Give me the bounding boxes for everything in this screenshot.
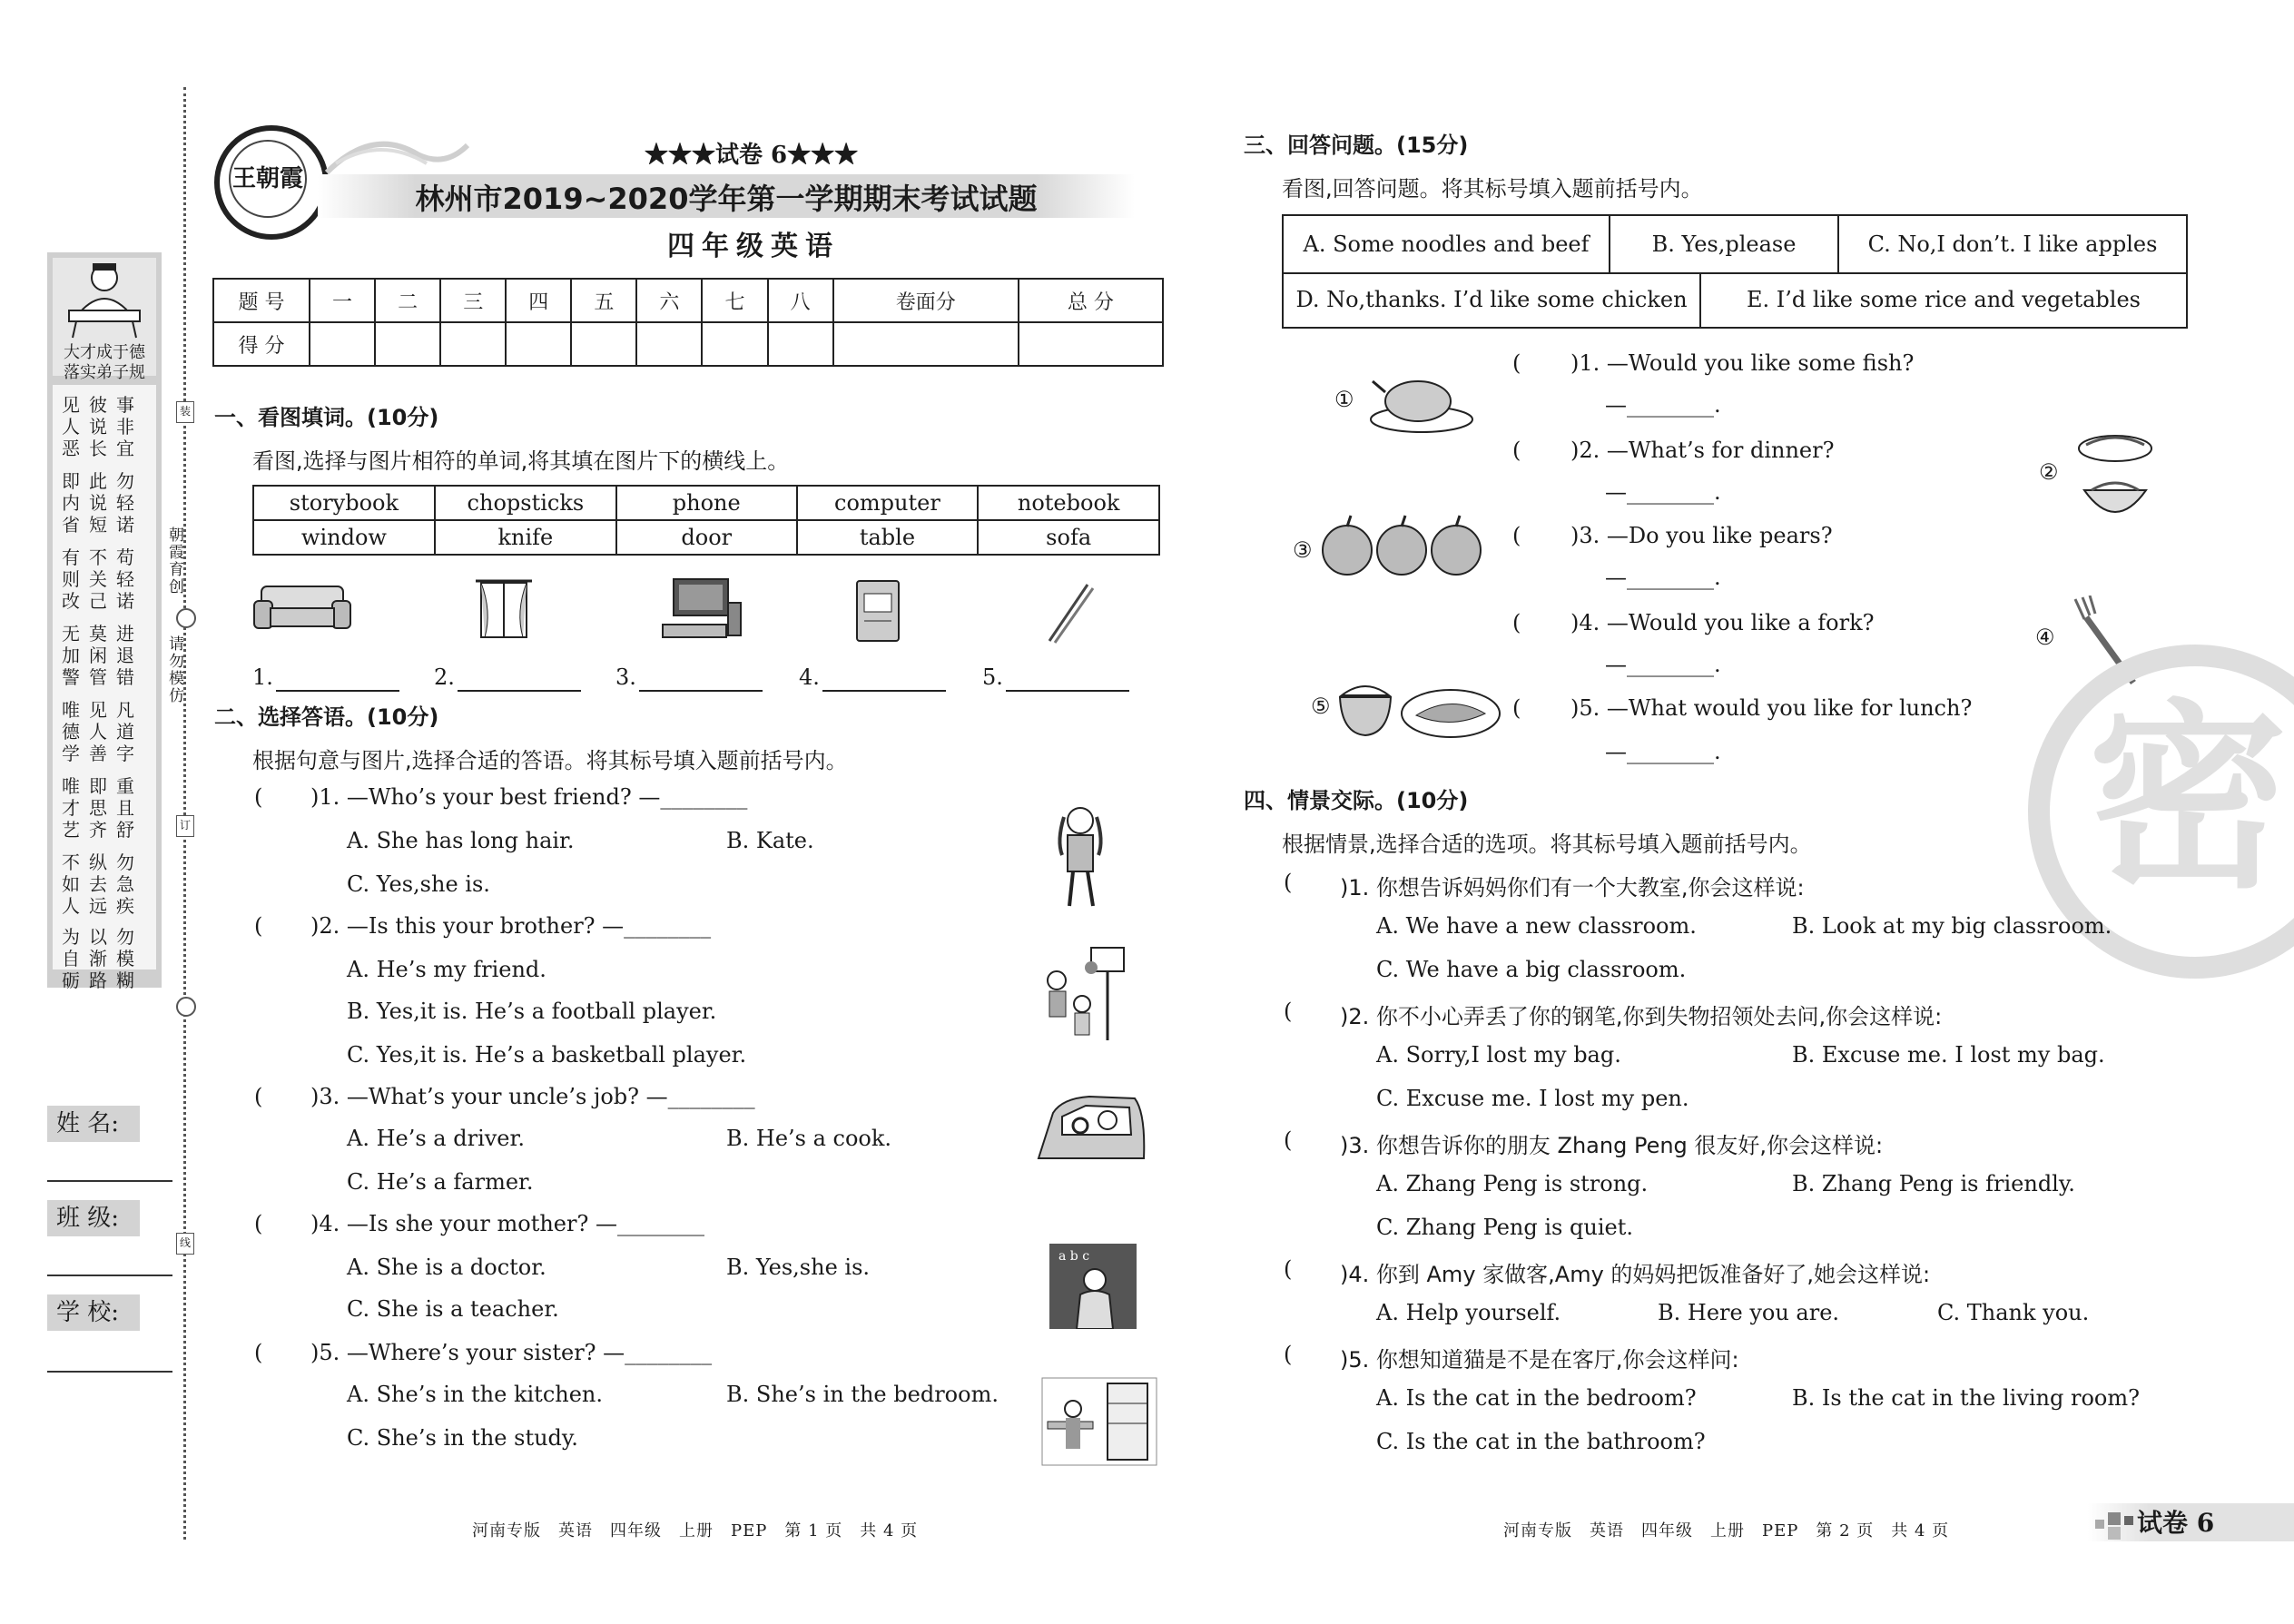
window-picture-icon [472, 576, 536, 648]
option-a: A. Sorry,I lost my bag. [1376, 1042, 1621, 1068]
option-c: C. Excuse me. I lost my pen. [1376, 1086, 1689, 1111]
school-field[interactable] [47, 1371, 172, 1373]
square-icon [2108, 1527, 2121, 1540]
vertical-note-2: 请勿模仿 [165, 635, 183, 704]
word-bank-word: knife [435, 520, 616, 555]
picture-number: ③ [1293, 537, 1313, 563]
motto-line: 德人道 [62, 721, 143, 743]
exam-number-tag: ★★★试卷 6★★★ [645, 142, 859, 169]
option-c: C. Thank you. [1937, 1300, 2090, 1325]
question-text: )2. —Is this your brother? —________ [310, 913, 712, 939]
word-bank-row [253, 520, 1159, 555]
answer-blank[interactable]: —________. [1605, 652, 1721, 677]
motto-line: 唯见凡 [62, 699, 143, 721]
section-1-instruction: 看图,选择与图片相符的单词,将其填在图片下的横线上。 [252, 448, 790, 474]
ribbon-decoration-icon [272, 127, 472, 182]
score-cell[interactable] [440, 322, 506, 366]
driver-picture-icon [1035, 1086, 1149, 1171]
chopsticks-picture-icon [1042, 581, 1097, 645]
computer-picture-icon [655, 576, 746, 648]
answer-blank[interactable]: —________. [1605, 392, 1721, 418]
noodles-picture-icon [2072, 425, 2159, 530]
answer-paren[interactable]: ( [1284, 1127, 1293, 1153]
motto-line: 省短诺 [62, 514, 143, 536]
option-c: C. She’s in the study. [347, 1425, 578, 1451]
word-bank-word: computer [797, 486, 979, 520]
vertical-note-1: 朝霞育创 [165, 527, 183, 595]
class-label: 班 级: [47, 1200, 140, 1236]
answer-blank[interactable] [276, 690, 399, 692]
score-cell[interactable] [375, 322, 440, 366]
binding-dotted-line [183, 87, 186, 1540]
option-a: A. He’s my friend. [347, 957, 546, 982]
answer-option: B. Yes,please [1610, 215, 1838, 273]
binding-mark: 装 [176, 401, 194, 423]
subject-title: 四年级英语 [667, 231, 840, 262]
option-c: C. Yes,she is. [347, 871, 490, 897]
class-field[interactable] [47, 1275, 172, 1276]
motto-line: 恶长宜 [62, 438, 143, 459]
word-bank-table [252, 485, 1160, 556]
word-bank-word: phone [616, 486, 797, 520]
score-header-cell: 六 [636, 279, 702, 322]
answer-option: E. I’d like some rice and vegetables [1700, 272, 2187, 328]
picture-number: ② [2039, 459, 2059, 485]
chicken-picture-icon [1367, 369, 1476, 438]
corner-tag-text: 试卷 6 [2137, 1508, 2215, 1538]
option-a: A. She’s in the kitchen. [347, 1382, 604, 1407]
option-a: A. She is a doctor. [347, 1255, 546, 1280]
word-bank-word: notebook [978, 486, 1159, 520]
section-3-title: 三、回答问题。(15分) [1244, 133, 1469, 158]
rice-and-vegetables-picture-icon [1338, 670, 1501, 743]
girl-picture-icon [1044, 804, 1117, 913]
score-cell[interactable] [1019, 322, 1163, 366]
study-room-picture-icon [1040, 1376, 1158, 1467]
question-text: )5. —Where’s your sister? —________ [310, 1340, 713, 1365]
blank-number: 2. [434, 664, 455, 690]
answer-paren[interactable]: ( [1512, 350, 1521, 376]
section-1-title: 一、看图填词。(10分) [214, 405, 439, 430]
word-bank-word: window [253, 520, 435, 555]
motto-line: 人远疾 [62, 895, 143, 917]
answer-paren[interactable]: ( [1512, 438, 1521, 463]
option-b: B. He’s a cook. [726, 1126, 892, 1151]
section-2-title: 二、选择答语。(10分) [214, 704, 439, 730]
option-b: B. Zhang Peng is friendly. [1792, 1171, 2075, 1196]
option-c: C. Zhang Peng is quiet. [1376, 1215, 1633, 1240]
motto-line: 不纵勿 [62, 851, 143, 873]
option-c: C. We have a big classroom. [1376, 957, 1687, 982]
score-cell[interactable] [768, 322, 833, 366]
question-text: )3. —What’s your uncle’s job? —________ [310, 1084, 755, 1109]
score-cell[interactable] [310, 322, 375, 366]
word-bank-word: storybook [253, 486, 435, 520]
question-text: )1. 你想告诉妈妈你们有一个大教室,你会这样说: [1340, 875, 1805, 901]
option-c: C. She is a teacher. [347, 1296, 559, 1322]
section-4-instruction: 根据情景,选择合适的选项。将其标号填入题前括号内。 [1282, 832, 1812, 857]
option-b: B. Yes,it is. He’s a football player. [347, 999, 717, 1024]
score-header-cell: 卷面分 [833, 279, 1019, 322]
option-a: A. We have a new classroom. [1376, 913, 1697, 939]
word-bank-word: table [797, 520, 979, 555]
page-footer-right: 河南专版 英语 四年级 上册 PEP 第 2 页 共 4 页 [1503, 1521, 1950, 1540]
binding-hole-icon [176, 608, 196, 628]
motto-line: 则关轻 [62, 568, 143, 590]
question-text: )5. 你想知道猫是不是在客厅,你会这样问: [1340, 1347, 1739, 1373]
answer-paren[interactable]: ( [1284, 999, 1293, 1024]
question-text: )2. —What’s for dinner? [1570, 438, 1835, 463]
answer-paren[interactable]: ( [1284, 1342, 1293, 1367]
motto-line: 有不苟 [62, 546, 143, 568]
option-b: B. Look at my big classroom. [1792, 913, 2112, 939]
school-label: 学 校: [47, 1294, 140, 1331]
option-a: A. Zhang Peng is strong. [1376, 1171, 1649, 1196]
score-header-cell: 题 号 [213, 279, 310, 322]
option-b: B. Kate. [726, 828, 814, 853]
motto-line: 警管错 [62, 666, 143, 688]
score-header-cell: 五 [571, 279, 636, 322]
answer-option: A. Some noodles and beef [1283, 215, 1610, 273]
question-text: )3. 你想告诉你的朋友 Zhang Peng 很友好,你会这样说: [1340, 1133, 1884, 1158]
answer-paren[interactable]: ( [254, 1211, 263, 1236]
answer-options-row [1283, 272, 2187, 328]
score-table-header-row [213, 279, 1163, 322]
answer-blank[interactable]: —________. [1605, 739, 1721, 764]
square-icon [2095, 1520, 2104, 1529]
square-icon [2108, 1512, 2121, 1525]
option-a: A. Is the cat in the bedroom? [1376, 1385, 1697, 1411]
blank-number: 3. [615, 664, 636, 690]
score-header-cell: 总 分 [1019, 279, 1163, 322]
question-text: )4. 你到 Amy 家做客,Amy 的妈妈把饭准备好了,她会这样说: [1340, 1262, 1931, 1287]
picture-number: ① [1334, 387, 1354, 412]
apples-picture-icon [1320, 514, 1483, 577]
score-table-score-row [213, 322, 1163, 366]
score-row-label: 得 分 [213, 322, 310, 366]
word-bank-row [253, 486, 1159, 520]
basketball-boys-picture-icon [1035, 944, 1135, 1044]
score-header-cell: 一 [310, 279, 375, 322]
teacher-picture [1049, 1244, 1137, 1329]
section-3-instruction: 看图,回答问题。将其标号填入题前括号内。 [1282, 176, 1703, 202]
motto-line: 唯即重 [62, 775, 143, 797]
motto-line: 无莫进 [62, 623, 143, 645]
answer-options-table-row-1 [1282, 214, 2188, 274]
score-cell[interactable] [702, 322, 767, 366]
option-c: C. Yes,it is. He’s a basketball player. [347, 1042, 747, 1068]
score-cell[interactable] [833, 322, 1019, 366]
motto-line: 内说轻 [62, 492, 143, 514]
score-header-cell: 四 [506, 279, 571, 322]
motto-line: 见彼事 [62, 394, 143, 416]
motto-line: 砺路糊 [62, 969, 143, 991]
teacher-icon [1049, 1244, 1137, 1329]
section-4-title: 四、情景交际。(10分) [1244, 788, 1469, 813]
answer-blank[interactable] [822, 690, 946, 692]
motto-line: 艺齐舒 [62, 819, 143, 841]
question-text: )1. —Who’s your best friend? —________ [310, 784, 748, 810]
sofa-picture-icon [252, 574, 352, 637]
motto-caption-2: 落实弟子规 [64, 363, 145, 382]
score-cell[interactable] [506, 322, 571, 366]
answer-options-row [1283, 215, 2187, 273]
score-table [212, 278, 1164, 367]
option-b: B. Yes,she is. [726, 1255, 871, 1280]
answer-paren[interactable]: ( [1512, 523, 1521, 548]
binding-mark: 线 [176, 1233, 194, 1255]
notebook-picture-icon [852, 577, 906, 646]
binding-hole-icon [176, 997, 196, 1017]
score-header-cell: 三 [440, 279, 506, 322]
scholar-icon [53, 258, 156, 340]
logo-text: 王朝霞 [229, 140, 307, 218]
answer-options-table-row-2 [1282, 272, 2188, 329]
option-b: B. Is the cat in the living room? [1792, 1385, 2141, 1411]
answer-blank[interactable] [639, 690, 763, 692]
blank-number: 4. [799, 664, 820, 690]
square-icon [2124, 1516, 2133, 1525]
answer-blank[interactable]: —________. [1605, 479, 1721, 505]
option-c: C. He’s a farmer. [347, 1169, 534, 1195]
option-c: C. Is the cat in the bathroom? [1376, 1429, 1706, 1454]
picture-number: ④ [2035, 625, 2055, 650]
answer-paren[interactable]: ( [254, 913, 263, 939]
motto-line: 改己诺 [62, 590, 143, 612]
option-a: A. She has long hair. [347, 828, 575, 853]
motto-line: 如去急 [62, 873, 143, 895]
option-a: A. Help yourself. [1376, 1300, 1561, 1325]
answer-blank[interactable] [1006, 690, 1129, 692]
page-footer-left: 河南专版 英语 四年级 上册 PEP 第 1 页 共 4 页 [472, 1521, 919, 1540]
motto-line: 为以勿 [62, 926, 143, 948]
option-b: B. Excuse me. I lost my bag. [1792, 1042, 2105, 1068]
answer-blank[interactable]: —________. [1605, 565, 1721, 590]
word-bank-word: door [616, 520, 797, 555]
option-b: B. Here you are. [1658, 1300, 1840, 1325]
word-bank-word: sofa [978, 520, 1159, 555]
answer-blank[interactable] [458, 690, 581, 692]
question-text: )2. 你不小心弄丢了你的钢笔,你到失物招领处去问,你会这样说: [1340, 1004, 1943, 1029]
score-cell[interactable] [571, 322, 636, 366]
motto-line: 即此勿 [62, 470, 143, 492]
confidential-seal-text: 密 [2087, 683, 2288, 915]
exam-title: 林州市2019~2020学年第一学期期末考试试题 [415, 182, 1038, 216]
score-header-cell: 七 [702, 279, 767, 322]
section-2-instruction: 根据句意与图片,选择合适的答语。将其标号填入题前括号内。 [252, 748, 848, 773]
motto-line: 人说非 [62, 416, 143, 438]
answer-paren[interactable]: ( [254, 1340, 263, 1365]
blackboard-text: a b c [1058, 1249, 1090, 1264]
name-field[interactable] [47, 1180, 172, 1182]
question-text: )4. —Would you like a fork? [1570, 610, 1875, 635]
motto-line: 自渐模 [62, 948, 143, 969]
question-text: )1. —Would you like some fish? [1570, 350, 1915, 376]
motto-caption-1: 大才成于德 [64, 343, 145, 362]
motto-line: 加闲退 [62, 645, 143, 666]
answer-option: D. No,thanks. I’d like some chicken [1283, 272, 1700, 328]
blank-number: 5. [982, 664, 1003, 690]
motto-text-block [53, 385, 156, 991]
question-text: )5. —What would you like for lunch? [1570, 695, 1973, 721]
option-a: A. He’s a driver. [347, 1126, 525, 1151]
question-text: )3. —Do you like pears? [1570, 523, 1833, 548]
answer-paren[interactable]: ( [1512, 695, 1521, 721]
picture-number: ⑤ [1311, 694, 1331, 719]
motto-line: 才思且 [62, 797, 143, 819]
option-b: B. She’s in the bedroom. [726, 1382, 999, 1407]
answer-paren[interactable]: ( [254, 1084, 263, 1109]
name-label: 姓 名: [47, 1106, 140, 1142]
answer-paren[interactable]: ( [1284, 1256, 1293, 1282]
word-bank-word: chopsticks [435, 486, 616, 520]
score-header-cell: 八 [768, 279, 833, 322]
motto-line: 学善字 [62, 743, 143, 764]
binding-mark: 订 [176, 815, 194, 837]
score-header-cell: 二 [375, 279, 440, 322]
blank-number: 1. [252, 664, 273, 690]
answer-paren[interactable]: ( [1512, 610, 1521, 635]
question-text: )4. —Is she your mother? —________ [310, 1211, 704, 1236]
answer-paren[interactable]: ( [1284, 870, 1293, 895]
answer-option: C. No,I don’t. I like apples [1838, 215, 2187, 273]
score-cell[interactable] [636, 322, 702, 366]
answer-paren[interactable]: ( [254, 784, 263, 810]
